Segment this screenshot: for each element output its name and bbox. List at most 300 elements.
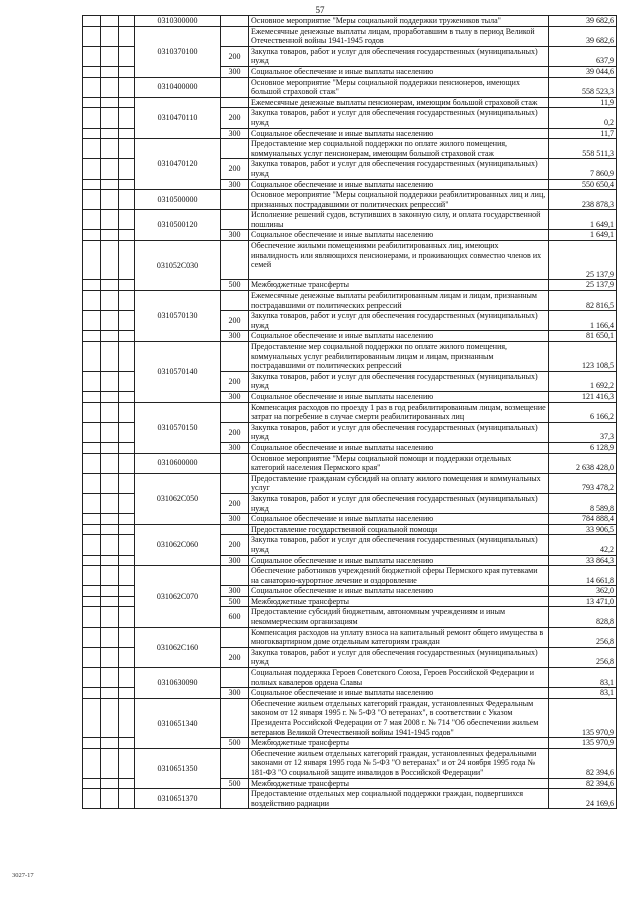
empty-cell: [101, 230, 119, 241]
amount-cell: 828,8: [549, 607, 617, 627]
expense-type-cell: [221, 291, 249, 311]
empty-cell: [83, 392, 101, 403]
amount-cell: 1 692,2: [549, 371, 617, 391]
empty-cell: [119, 748, 135, 778]
empty-cell: [119, 210, 135, 230]
target-code-cell: 0310500120: [135, 210, 221, 241]
amount-cell: 784 888,4: [549, 514, 617, 525]
empty-cell: [101, 698, 119, 737]
empty-cell: [119, 442, 135, 453]
expense-type-cell: 300: [221, 392, 249, 403]
target-code-cell: 0310370100: [135, 26, 221, 77]
expense-type-cell: 600: [221, 607, 249, 627]
empty-cell: [83, 241, 101, 280]
empty-cell: [101, 311, 119, 331]
empty-cell: [119, 179, 135, 190]
description-cell: Обеспечение работников учреждений бюджетной сферы Пермского края путевками на санаторно-курортное лечение и оздоровление: [249, 566, 549, 586]
table-row: [83, 77, 617, 97]
expense-type-cell: 200: [221, 535, 249, 555]
table-row: [83, 698, 617, 737]
empty-cell: [119, 139, 135, 159]
amount-cell: 25 137,9: [549, 280, 617, 291]
description-cell: Основное мероприятие "Меры социальной поддержки реабилитированных лиц и лиц, признанных пострадавшими от политических репрессий": [249, 190, 549, 210]
empty-cell: [119, 555, 135, 566]
target-code-cell: 031052С030: [135, 241, 221, 291]
empty-cell: [101, 77, 119, 97]
description-cell: Социальная поддержка Героев Советского Союза, Героев Российской Федерации и полных кавалеров ордена Славы: [249, 668, 549, 688]
empty-cell: [83, 586, 101, 597]
expense-type-cell: [221, 668, 249, 688]
expense-type-cell: [221, 524, 249, 535]
empty-cell: [119, 280, 135, 291]
empty-cell: [101, 647, 119, 667]
expense-type-cell: [221, 16, 249, 27]
amount-cell: 25 137,9: [549, 241, 617, 280]
description-cell: Социальное обеспечение и иные выплаты населению: [249, 688, 549, 699]
empty-cell: [101, 748, 119, 778]
expense-type-cell: 300: [221, 128, 249, 139]
empty-cell: [101, 453, 119, 473]
target-code-cell: 031062С160: [135, 627, 221, 667]
amount-cell: 558 511,3: [549, 139, 617, 159]
expense-type-cell: 200: [221, 371, 249, 391]
empty-cell: [83, 139, 101, 159]
expense-type-cell: [221, 402, 249, 422]
target-code-cell: 031062С050: [135, 473, 221, 524]
empty-cell: [83, 442, 101, 453]
empty-cell: [101, 402, 119, 422]
footer-code: 3027-17: [12, 872, 34, 879]
table-row: [83, 566, 617, 586]
empty-cell: [119, 97, 135, 108]
amount-cell: 1 166,4: [549, 311, 617, 331]
target-code-cell: 031062С060: [135, 524, 221, 565]
empty-cell: [119, 778, 135, 789]
amount-cell: 6 128,9: [549, 442, 617, 453]
expense-type-cell: 200: [221, 46, 249, 66]
empty-cell: [101, 139, 119, 159]
description-cell: Социальное обеспечение и иные выплаты населению: [249, 128, 549, 139]
empty-cell: [119, 514, 135, 525]
empty-cell: [119, 159, 135, 179]
empty-cell: [101, 738, 119, 749]
table-row: [83, 748, 617, 778]
empty-cell: [83, 128, 101, 139]
empty-cell: [119, 291, 135, 311]
description-cell: Закупка товаров, работ и услуг для обеспечения государственных (муниципальных) нужд: [249, 159, 549, 179]
description-cell: Закупка товаров, работ и услуг для обеспечения государственных (муниципальных) нужд: [249, 493, 549, 513]
empty-cell: [83, 473, 101, 493]
expense-type-cell: 300: [221, 442, 249, 453]
amount-cell: 83,1: [549, 688, 617, 699]
expense-type-cell: [221, 789, 249, 809]
amount-cell: 11,7: [549, 128, 617, 139]
empty-cell: [101, 778, 119, 789]
empty-cell: [101, 179, 119, 190]
empty-cell: [83, 331, 101, 342]
target-code-cell: 0310651370: [135, 789, 221, 809]
empty-cell: [101, 392, 119, 403]
empty-cell: [119, 26, 135, 46]
empty-cell: [101, 97, 119, 108]
expense-type-cell: [221, 26, 249, 46]
empty-cell: [119, 627, 135, 647]
description-cell: Закупка товаров, работ и услуг для обеспечения государственных (муниципальных) нужд: [249, 46, 549, 66]
empty-cell: [119, 392, 135, 403]
amount-cell: 82 394,6: [549, 748, 617, 778]
table-row: [83, 139, 617, 159]
expense-type-cell: 200: [221, 422, 249, 442]
empty-cell: [119, 371, 135, 391]
description-cell: Социальное обеспечение и иные выплаты населению: [249, 514, 549, 525]
amount-cell: 550 650,4: [549, 179, 617, 190]
target-code-cell: 0310600000: [135, 453, 221, 473]
empty-cell: [101, 493, 119, 513]
expense-type-cell: [221, 453, 249, 473]
target-code-cell: 0310400000: [135, 77, 221, 97]
empty-cell: [119, 230, 135, 241]
description-cell: Основное мероприятие "Меры социальной поддержки тружеников тыла": [249, 16, 549, 27]
empty-cell: [83, 291, 101, 311]
empty-cell: [83, 688, 101, 699]
empty-cell: [101, 607, 119, 627]
empty-cell: [101, 291, 119, 311]
amount-cell: 6 166,2: [549, 402, 617, 422]
empty-cell: [119, 241, 135, 280]
description-cell: Социальное обеспечение и иные выплаты населению: [249, 442, 549, 453]
amount-cell: 362,0: [549, 586, 617, 597]
empty-cell: [83, 698, 101, 737]
description-cell: Обеспечение жилыми помещениями реабилитированных лиц, имеющих инвалидность или являющихся пенсионерами, и проживающих совместно членов их семей: [249, 241, 549, 280]
description-cell: Закупка товаров, работ и услуг для обеспечения государственных (муниципальных) нужд: [249, 647, 549, 667]
expense-type-cell: [221, 97, 249, 108]
empty-cell: [119, 738, 135, 749]
target-code-cell: 0310630090: [135, 668, 221, 699]
empty-cell: [101, 331, 119, 342]
amount-cell: 135 970,9: [549, 698, 617, 737]
description-cell: Предоставление отдельных мер социальной поддержки граждан, подвергшихся воздействию радиации: [249, 789, 549, 809]
empty-cell: [119, 586, 135, 597]
empty-cell: [101, 108, 119, 128]
empty-cell: [101, 668, 119, 688]
empty-cell: [83, 210, 101, 230]
description-cell: Социальное обеспечение и иные выплаты населению: [249, 179, 549, 190]
table-row: [83, 668, 617, 688]
table-row: [83, 210, 617, 230]
empty-cell: [119, 311, 135, 331]
expense-type-cell: [221, 627, 249, 647]
empty-cell: [101, 514, 119, 525]
empty-cell: [83, 748, 101, 778]
expense-type-cell: 200: [221, 108, 249, 128]
expense-type-cell: [221, 698, 249, 737]
description-cell: Закупка товаров, работ и услуг для обеспечения государственных (муниципальных) нужд: [249, 535, 549, 555]
empty-cell: [83, 627, 101, 647]
description-cell: Исполнение решений судов, вступивших в законную силу, и оплата государственной пошлины: [249, 210, 549, 230]
expense-type-cell: 300: [221, 688, 249, 699]
empty-cell: [119, 596, 135, 607]
empty-cell: [119, 473, 135, 493]
empty-cell: [101, 535, 119, 555]
empty-cell: [119, 566, 135, 586]
empty-cell: [83, 311, 101, 331]
empty-cell: [101, 627, 119, 647]
empty-cell: [101, 555, 119, 566]
amount-cell: 256,8: [549, 647, 617, 667]
target-code-cell: 0310570150: [135, 402, 221, 453]
expense-type-cell: 300: [221, 331, 249, 342]
target-code-cell: 0310570130: [135, 291, 221, 342]
amount-cell: 11,9: [549, 97, 617, 108]
empty-cell: [119, 77, 135, 97]
empty-cell: [101, 241, 119, 280]
table-row: [83, 190, 617, 210]
expense-type-cell: [221, 241, 249, 280]
description-cell: Обеспечение жильем отдельных категорий граждан, установленных федеральными законами от 12 января 1995 года № 5-ФЗ "О ветеранах" и от 24 ноября 1995 года № 181-ФЗ "О социальной защите инвалидов в Российской Федерации": [249, 748, 549, 778]
description-cell: Социальное обеспечение и иные выплаты населению: [249, 66, 549, 77]
amount-cell: 1 649,1: [549, 210, 617, 230]
empty-cell: [119, 535, 135, 555]
empty-cell: [101, 789, 119, 809]
empty-cell: [101, 159, 119, 179]
empty-cell: [119, 128, 135, 139]
description-cell: Предоставление мер социальной поддержки по оплате жилого помещения, коммунальных услуг реабилитированным лицам и лицам, признанным пострадавшими от политических репрессий: [249, 342, 549, 372]
empty-cell: [119, 524, 135, 535]
empty-cell: [101, 688, 119, 699]
target-code-cell: 0310570140: [135, 342, 221, 403]
amount-cell: 82 394,6: [549, 778, 617, 789]
empty-cell: [101, 422, 119, 442]
table-row: [83, 97, 617, 108]
empty-cell: [101, 586, 119, 597]
expense-type-cell: 300: [221, 514, 249, 525]
empty-cell: [119, 493, 135, 513]
amount-cell: 33 864,3: [549, 555, 617, 566]
expense-type-cell: [221, 566, 249, 586]
target-code-cell: 0310651340: [135, 698, 221, 748]
description-cell: Обеспечение жильем отдельных категорий граждан, установленных Федеральным законом от 12 января 1995 г. № 5-ФЗ "О ветеранах", в соответствии с Указом Президента Российской Федерации от 7 мая 2008 г. № 714 "Об обеспечении жильем ветеранов Великой Отечественной войны 1941-1945 годов": [249, 698, 549, 737]
description-cell: Межбюджетные трансферты: [249, 778, 549, 789]
amount-cell: 37,3: [549, 422, 617, 442]
table-row: [83, 473, 617, 493]
empty-cell: [83, 77, 101, 97]
target-code-cell: 0310470110: [135, 97, 221, 138]
description-cell: Компенсация расходов по проезду 1 раз в год реабилитированным лицам, возмещение затрат на погребение в случае смерти реабилитированных лиц: [249, 402, 549, 422]
description-cell: Ежемесячные денежные выплаты лицам, проработавшим в тылу в период Великой Отечественной войны 1941-1945 годов: [249, 26, 549, 46]
table-row: [83, 291, 617, 311]
empty-cell: [101, 342, 119, 372]
expense-type-cell: 300: [221, 555, 249, 566]
empty-cell: [83, 493, 101, 513]
amount-cell: 81 650,1: [549, 331, 617, 342]
amount-cell: 13 471,0: [549, 596, 617, 607]
page-number: 57: [315, 5, 325, 15]
empty-cell: [119, 789, 135, 809]
expense-type-cell: 200: [221, 493, 249, 513]
empty-cell: [83, 453, 101, 473]
amount-cell: 82 816,5: [549, 291, 617, 311]
expense-type-cell: [221, 210, 249, 230]
empty-cell: [119, 342, 135, 372]
empty-cell: [83, 16, 101, 27]
target-code-cell: 0310500000: [135, 190, 221, 210]
amount-cell: 39 682,6: [549, 16, 617, 27]
empty-cell: [101, 280, 119, 291]
empty-cell: [83, 422, 101, 442]
description-cell: Социальное обеспечение и иные выплаты населению: [249, 555, 549, 566]
empty-cell: [119, 698, 135, 737]
description-cell: Закупка товаров, работ и услуг для обеспечения государственных (муниципальных) нужд: [249, 422, 549, 442]
expense-type-cell: [221, 473, 249, 493]
description-cell: Предоставление государственной социальной помощи: [249, 524, 549, 535]
empty-cell: [119, 453, 135, 473]
description-cell: Ежемесячные денежные выплаты реабилитированным лицам и лицам, признанным пострадавшими от политических репрессий: [249, 291, 549, 311]
empty-cell: [119, 607, 135, 627]
empty-cell: [83, 607, 101, 627]
amount-cell: 24 169,6: [549, 789, 617, 809]
empty-cell: [101, 16, 119, 27]
empty-cell: [83, 555, 101, 566]
empty-cell: [119, 688, 135, 699]
empty-cell: [83, 738, 101, 749]
amount-cell: 1 649,1: [549, 230, 617, 241]
empty-cell: [83, 566, 101, 586]
empty-cell: [101, 371, 119, 391]
description-cell: Компенсация расходов на уплату взноса на капитальный ремонт общего имущества в многоквартирном доме отдельным категориям граждан: [249, 627, 549, 647]
amount-cell: 39 682,6: [549, 26, 617, 46]
empty-cell: [119, 331, 135, 342]
expense-type-cell: 500: [221, 280, 249, 291]
expense-type-cell: [221, 190, 249, 210]
empty-cell: [83, 159, 101, 179]
expense-type-cell: [221, 748, 249, 778]
empty-cell: [101, 46, 119, 66]
empty-cell: [119, 66, 135, 77]
empty-cell: [119, 108, 135, 128]
target-code-cell: 031062С070: [135, 566, 221, 628]
empty-cell: [83, 190, 101, 210]
table-row: [83, 789, 617, 809]
empty-cell: [83, 778, 101, 789]
description-cell: Закупка товаров, работ и услуг для обеспечения государственных (муниципальных) нужд: [249, 371, 549, 391]
amount-cell: 238 878,3: [549, 190, 617, 210]
empty-cell: [101, 566, 119, 586]
amount-cell: 558 523,3: [549, 77, 617, 97]
table-row: [83, 241, 617, 280]
budget-table: [82, 15, 617, 809]
amount-cell: 793 478,2: [549, 473, 617, 493]
description-cell: Закупка товаров, работ и услуг для обеспечения государственных (муниципальных) нужд: [249, 311, 549, 331]
description-cell: Предоставление субсидий бюджетным, автономным учреждениям и иным некоммерческим организациям: [249, 607, 549, 627]
table-row: [83, 453, 617, 473]
expense-type-cell: 500: [221, 738, 249, 749]
description-cell: Ежемесячные денежные выплаты пенсионерам, имеющим большой страховой стаж: [249, 97, 549, 108]
empty-cell: [119, 46, 135, 66]
empty-cell: [83, 789, 101, 809]
description-cell: Предоставление мер социальной поддержки по оплате жилого помещения, коммунальных услуг пенсионерам, имеющим большой страховой стаж: [249, 139, 549, 159]
empty-cell: [83, 514, 101, 525]
empty-cell: [119, 422, 135, 442]
description-cell: Предоставление гражданам субсидий на оплату жилого помещения и коммунальных услуг: [249, 473, 549, 493]
expense-type-cell: 200: [221, 647, 249, 667]
empty-cell: [83, 97, 101, 108]
empty-cell: [101, 473, 119, 493]
amount-cell: 135 970,9: [549, 738, 617, 749]
table-row: [83, 627, 617, 647]
amount-cell: 123 108,5: [549, 342, 617, 372]
empty-cell: [119, 190, 135, 210]
empty-cell: [83, 280, 101, 291]
empty-cell: [83, 179, 101, 190]
empty-cell: [83, 46, 101, 66]
table-row: [83, 16, 617, 27]
expense-type-cell: 200: [221, 159, 249, 179]
empty-cell: [83, 342, 101, 372]
empty-cell: [101, 442, 119, 453]
expense-type-cell: [221, 77, 249, 97]
empty-cell: [83, 230, 101, 241]
amount-cell: 0,2: [549, 108, 617, 128]
expense-type-cell: 300: [221, 179, 249, 190]
description-cell: Межбюджетные трансферты: [249, 596, 549, 607]
table-row: [83, 524, 617, 535]
description-cell: Социальное обеспечение и иные выплаты населению: [249, 586, 549, 597]
empty-cell: [83, 668, 101, 688]
expense-type-cell: [221, 139, 249, 159]
empty-cell: [83, 66, 101, 77]
empty-cell: [83, 108, 101, 128]
expense-type-cell: [221, 342, 249, 372]
empty-cell: [83, 371, 101, 391]
empty-cell: [83, 402, 101, 422]
expense-type-cell: 300: [221, 586, 249, 597]
amount-cell: 7 860,9: [549, 159, 617, 179]
empty-cell: [101, 210, 119, 230]
amount-cell: 256,8: [549, 627, 617, 647]
empty-cell: [83, 596, 101, 607]
empty-cell: [83, 647, 101, 667]
description-cell: Основное мероприятие "Меры социальной помощи и поддержки отдельных категорий населения Пермского края": [249, 453, 549, 473]
target-code-cell: 0310470120: [135, 139, 221, 190]
expense-type-cell: 500: [221, 596, 249, 607]
description-cell: Межбюджетные трансферты: [249, 738, 549, 749]
empty-cell: [101, 190, 119, 210]
expense-type-cell: 500: [221, 778, 249, 789]
empty-cell: [83, 524, 101, 535]
table-row: [83, 342, 617, 372]
amount-cell: 121 416,3: [549, 392, 617, 403]
empty-cell: [83, 535, 101, 555]
empty-cell: [101, 128, 119, 139]
empty-cell: [101, 596, 119, 607]
expense-type-cell: 300: [221, 66, 249, 77]
description-cell: Социальное обеспечение и иные выплаты населению: [249, 331, 549, 342]
amount-cell: 39 044,6: [549, 66, 617, 77]
amount-cell: 33 906,5: [549, 524, 617, 535]
amount-cell: 637,9: [549, 46, 617, 66]
empty-cell: [119, 402, 135, 422]
empty-cell: [101, 524, 119, 535]
amount-cell: 8 589,8: [549, 493, 617, 513]
description-cell: Межбюджетные трансферты: [249, 280, 549, 291]
empty-cell: [119, 647, 135, 667]
table-row: [83, 402, 617, 422]
target-code-cell: 0310651350: [135, 748, 221, 788]
description-cell: Закупка товаров, работ и услуг для обеспечения государственных (муниципальных) нужд: [249, 108, 549, 128]
empty-cell: [119, 16, 135, 27]
target-code-cell: 0310300000: [135, 16, 221, 27]
empty-cell: [83, 26, 101, 46]
